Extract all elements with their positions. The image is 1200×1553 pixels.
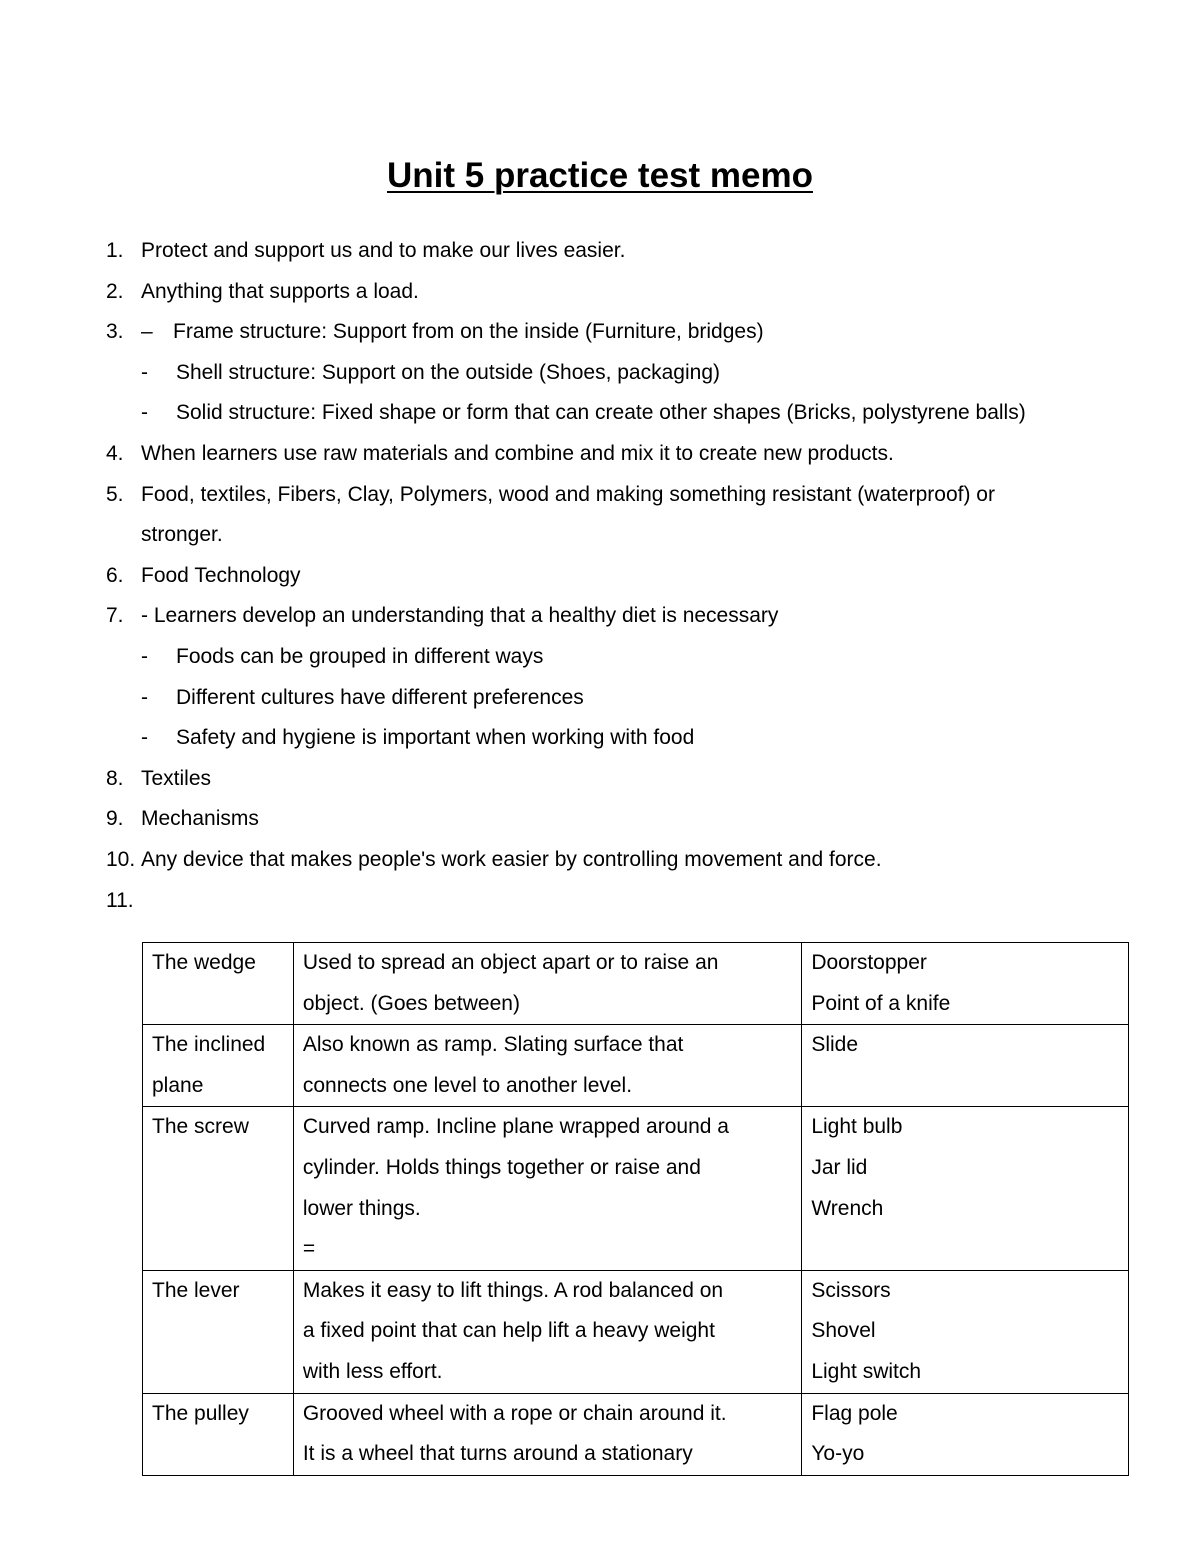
description-line: Grooved wheel with a rope or chain around it. [302,1401,727,1425]
example-line: Point of a knife [811,991,951,1015]
item-text: Mechanisms [141,807,259,831]
description-line: Curved ramp. Incline plane wrapped around a [302,1115,729,1139]
list-subitem [0,678,1200,719]
description-line: cylinder. Holds things together or raise and [302,1155,701,1179]
machine-examples-cell [802,943,1129,1025]
description-line: a fixed point that can help lift a heavy weight [302,1319,715,1343]
item-text: Food, textiles, Fibers, Clay, Polymers, wood and making something resistant (waterproof) or [141,482,995,506]
item-number: 5. [106,482,124,506]
machine-name: The inclined [152,1033,266,1057]
machine-description-cell [293,1270,801,1393]
description-line: lower things. [302,1196,421,1220]
item-text: stronger. [141,523,223,547]
subitem-text: Foods can be grouped in different ways [176,644,544,668]
list-subitem [0,637,1200,678]
machine-name: The pulley [152,1401,249,1425]
description-line: Makes it easy to lift things. A rod balanced on [302,1278,724,1302]
list-item [0,231,1200,272]
item-number: 10. [106,847,136,871]
item-number: 6. [106,563,124,587]
subitem-text: Solid structure: Fixed shape or form that can create other shapes (Bricks, polystyrene balls) [176,401,1026,425]
machine-examples-cell [802,1393,1129,1475]
item-number: 7. [106,604,124,628]
subitem-dash: - [141,726,148,750]
example-line: Yo-yo [811,1442,865,1466]
machine-name: The screw [152,1115,249,1139]
subitem-text: Safety and hygiene is important when working with food [176,726,695,750]
subitem-dash: - [141,685,148,709]
list-subitem [0,393,1200,434]
item-text: Food Technology [141,563,301,587]
machine-name: plane [152,1073,204,1097]
machine-description-cell [293,1107,801,1270]
table-row [143,1393,1129,1475]
item-number: 3. [106,320,124,344]
table-row [143,1025,1129,1107]
example-line: Light bulb [811,1115,903,1139]
machine-name-cell [143,1107,294,1270]
description-line: = [302,1237,316,1261]
example-line: Jar lid [811,1155,868,1179]
machine-name-cell [143,943,294,1025]
subitem-dash: - [141,401,148,425]
machine-name-cell [143,1393,294,1475]
item-text: Protect and support us and to make our lives easier. [141,239,626,262]
machine-examples-cell [802,1025,1129,1107]
simple-machines-table [142,942,1129,1476]
item-text: Textiles [141,766,212,790]
machine-name: The wedge [152,951,256,974]
example-line: Flag pole [811,1401,898,1425]
machine-description-cell [293,1025,801,1107]
item-number: 4. [106,441,124,465]
table-row [143,1270,1129,1393]
list-item-continuation [0,515,1200,556]
item-number: 8. [106,766,124,790]
item-number: 1. [106,239,124,262]
list-item [0,434,1200,475]
description-line: with less effort. [302,1359,443,1383]
example-line: Light switch [811,1359,922,1383]
document-title: Unit 5 practice test memo [387,156,813,195]
list-item [0,596,1200,637]
list-item [0,312,1200,353]
item-text: Any device that makes people's work easier by controlling movement and force. [141,847,882,871]
item-text: Anything that supports a load. [141,279,419,303]
item-text: When learners use raw materials and combine and mix it to create new products. [141,441,894,465]
list-item [0,759,1200,800]
machine-name-cell [143,1025,294,1107]
list-subitem [0,353,1200,394]
description-line: object. (Goes between) [302,991,520,1015]
list-item [0,799,1200,840]
list-item [0,881,1200,922]
item-text: - Learners develop an understanding that a healthy diet is necessary [141,604,779,628]
description-line: connects one level to another level. [302,1073,633,1097]
machine-description-cell [293,1393,801,1475]
example-line: Slide [811,1033,859,1057]
table-row [143,1107,1129,1270]
example-line: Doorstopper [811,951,927,974]
example-line: Wrench [811,1196,884,1220]
description-line: Used to spread an object apart or to raise an [302,951,719,974]
list-item [0,272,1200,313]
item-number: 2. [106,279,124,303]
machine-description-cell [293,943,801,1025]
subitem-text: Shell structure: Support on the outside (Shoes, packaging) [176,360,720,384]
machine-examples-cell [802,1107,1129,1270]
subitem-dash: - [141,360,148,384]
example-line: Scissors [811,1278,891,1302]
description-line: It is a wheel that turns around a stationary [302,1442,693,1466]
item-number: 9. [106,807,124,831]
table-row [143,943,1129,1025]
machine-examples-cell [802,1270,1129,1393]
description-line: Also known as ramp. Slating surface that [302,1033,684,1057]
item-number: 11. [106,888,134,912]
item-text: Frame structure: Support from on the inside (Furniture, bridges) [173,320,764,344]
machine-name-cell [143,1270,294,1393]
example-line: Shovel [811,1319,876,1343]
list-subitem [0,718,1200,759]
subitem-dash: - [141,644,148,668]
subitem-text: Different cultures have different preferences [176,685,584,709]
list-item [0,556,1200,597]
machine-name: The lever [152,1278,240,1302]
answer-list [0,231,1200,921]
item-dash: – [141,320,153,344]
list-item [0,475,1200,516]
list-item [0,840,1200,881]
